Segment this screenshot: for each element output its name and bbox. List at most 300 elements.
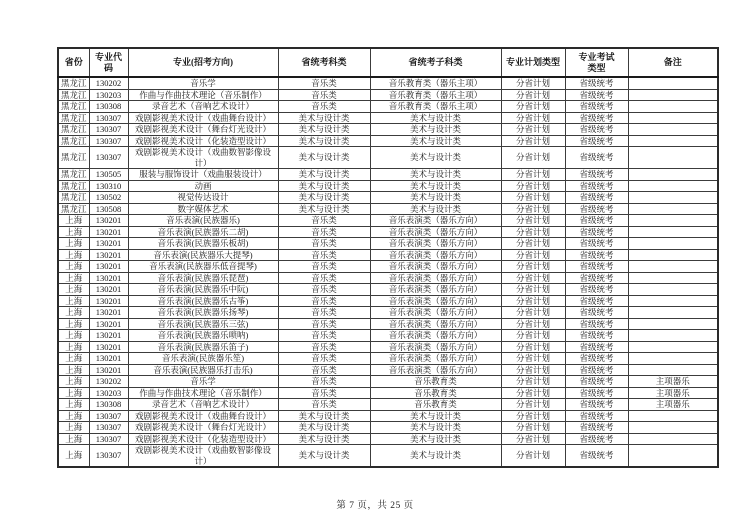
table-header: [58, 48, 718, 77]
cell: 省级统考: [565, 192, 628, 204]
table-row: [58, 135, 718, 147]
cell: 分省计划: [501, 387, 565, 399]
cell: 分省计划: [501, 307, 565, 319]
cell: 省级统考: [565, 445, 628, 468]
cell: 音乐学: [128, 376, 278, 388]
cell: 130203: [89, 89, 128, 101]
cell: 音乐类: [278, 387, 370, 399]
cell: [628, 341, 718, 353]
cell: 分省计划: [501, 353, 565, 365]
cell: 美术与设计类: [370, 147, 501, 169]
cell: 黑龙江: [58, 169, 89, 181]
table-row: [58, 261, 718, 273]
cell: 130201: [89, 261, 128, 273]
cell: 省级统考: [565, 307, 628, 319]
cell: 美术与设计类: [370, 112, 501, 124]
table-row: [58, 422, 718, 434]
cell: 省级统考: [565, 124, 628, 136]
cell: 130502: [89, 192, 128, 204]
cell: 分省计划: [501, 272, 565, 284]
cell: 音乐表演(民族器乐三弦): [128, 318, 278, 330]
cell: 分省计划: [501, 112, 565, 124]
cell: 戏剧影视美术设计（戏曲舞台设计）: [128, 112, 278, 124]
cell: 音乐类: [278, 77, 370, 89]
table-row: [58, 295, 718, 307]
enrollment-table: [57, 47, 719, 468]
cell: 上海: [58, 284, 89, 296]
cell: 130307: [89, 112, 128, 124]
cell: 130202: [89, 376, 128, 388]
table-row: [58, 330, 718, 342]
table-row: [58, 238, 718, 250]
cell: 130201: [89, 295, 128, 307]
table-row: [58, 203, 718, 215]
cell: [628, 226, 718, 238]
cell: 省级统考: [565, 112, 628, 124]
cell: 分省计划: [501, 203, 565, 215]
cell: 黑龙江: [58, 89, 89, 101]
cell: [628, 353, 718, 365]
cell: 省级统考: [565, 433, 628, 445]
cell: 130307: [89, 422, 128, 434]
cell: 省级统考: [565, 89, 628, 101]
cell: 音乐表演(民族器乐中阮): [128, 284, 278, 296]
cell: 音乐类: [278, 238, 370, 250]
cell: 戏剧影视美术设计（戏曲舞台设计）: [128, 410, 278, 422]
cell: 分省计划: [501, 215, 565, 227]
cell: [628, 169, 718, 181]
cell: 音乐类: [278, 318, 370, 330]
cell: 美术与设计类: [278, 410, 370, 422]
table-row: [58, 387, 718, 399]
cell: 130307: [89, 124, 128, 136]
table-row: [58, 180, 718, 192]
cell: [628, 284, 718, 296]
cell: 省级统考: [565, 353, 628, 365]
cell: 音乐类: [278, 341, 370, 353]
cell: 音乐教育类（器乐主项）: [370, 101, 501, 113]
table-row: [58, 445, 718, 468]
table-row: [58, 112, 718, 124]
cell: 音乐教育类: [370, 376, 501, 388]
cell: 录音艺术（音响艺术设计）: [128, 399, 278, 411]
cell: 分省计划: [501, 77, 565, 89]
cell: 分省计划: [501, 399, 565, 411]
cell: 分省计划: [501, 295, 565, 307]
cell: 音乐类: [278, 215, 370, 227]
cell: 130308: [89, 399, 128, 411]
table-row: [58, 341, 718, 353]
cell: 美术与设计类: [370, 124, 501, 136]
cell: 130310: [89, 180, 128, 192]
cell: 录音艺术（音响艺术设计）: [128, 101, 278, 113]
cell: 130201: [89, 284, 128, 296]
cell: 130307: [89, 135, 128, 147]
cell: 上海: [58, 272, 89, 284]
cell: 音乐表演类（器乐方向）: [370, 249, 501, 261]
cell: 130307: [89, 410, 128, 422]
cell: 130203: [89, 387, 128, 399]
cell: 分省计划: [501, 364, 565, 376]
cell: [628, 422, 718, 434]
cell: 音乐表演(民族器乐唢呐): [128, 330, 278, 342]
cell: 分省计划: [501, 341, 565, 353]
cell: [628, 307, 718, 319]
cell: 130201: [89, 249, 128, 261]
cell: 音乐类: [278, 376, 370, 388]
cell: 黑龙江: [58, 77, 89, 89]
table-row: [58, 89, 718, 101]
cell: 音乐表演类（器乐方向）: [370, 272, 501, 284]
cell: 戏剧影视美术设计（戏曲数智影像设计）: [128, 147, 278, 169]
cell: 上海: [58, 295, 89, 307]
cell: 省级统考: [565, 101, 628, 113]
cell: 作曲与作曲技术理论（音乐制作）: [128, 387, 278, 399]
cell: 分省计划: [501, 101, 565, 113]
cell: [628, 445, 718, 468]
cell: [628, 272, 718, 284]
cell: 音乐类: [278, 261, 370, 273]
cell: [628, 77, 718, 89]
cell: [628, 410, 718, 422]
cell: 美术与设计类: [278, 192, 370, 204]
table-row: [58, 215, 718, 227]
table-row: [58, 249, 718, 261]
cell: 省级统考: [565, 77, 628, 89]
table-row: [58, 192, 718, 204]
cell: 美术与设计类: [278, 112, 370, 124]
cell: [628, 124, 718, 136]
column-header: 备注: [628, 48, 718, 77]
cell: 视觉传达设计: [128, 192, 278, 204]
cell: 黑龙江: [58, 180, 89, 192]
cell: 分省计划: [501, 169, 565, 181]
cell: 美术与设计类: [370, 445, 501, 468]
table-row: [58, 433, 718, 445]
cell: 分省计划: [501, 445, 565, 468]
cell: 美术与设计类: [370, 192, 501, 204]
cell: 分省计划: [501, 124, 565, 136]
cell: 音乐类: [278, 284, 370, 296]
cell: [628, 249, 718, 261]
cell: 上海: [58, 445, 89, 468]
cell: 130307: [89, 147, 128, 169]
cell: 音乐表演类（器乐方向）: [370, 215, 501, 227]
cell: 130307: [89, 445, 128, 468]
table-row: [58, 364, 718, 376]
cell: 上海: [58, 226, 89, 238]
cell: 上海: [58, 249, 89, 261]
cell: 130201: [89, 307, 128, 319]
cell: 黑龙江: [58, 192, 89, 204]
cell: [628, 238, 718, 250]
cell: 音乐表演类（器乐方向）: [370, 284, 501, 296]
cell: 美术与设计类: [278, 135, 370, 147]
cell: 130505: [89, 169, 128, 181]
cell: 美术与设计类: [278, 445, 370, 468]
cell: 黑龙江: [58, 203, 89, 215]
cell: [628, 433, 718, 445]
cell: 音乐表演类（器乐方向）: [370, 226, 501, 238]
cell: 130201: [89, 215, 128, 227]
cell: [628, 364, 718, 376]
cell: 音乐表演(民族器乐低音提琴): [128, 261, 278, 273]
cell: [628, 261, 718, 273]
cell: 上海: [58, 330, 89, 342]
cell: 省级统考: [565, 318, 628, 330]
cell: 省级统考: [565, 364, 628, 376]
cell: 130202: [89, 77, 128, 89]
table-row: [58, 376, 718, 388]
cell: 上海: [58, 422, 89, 434]
cell: 美术与设计类: [370, 422, 501, 434]
cell: 音乐教育类: [370, 399, 501, 411]
cell: 戏剧影视美术设计（舞台灯光设计）: [128, 124, 278, 136]
cell: 上海: [58, 387, 89, 399]
cell: 动画: [128, 180, 278, 192]
cell: [628, 330, 718, 342]
cell: 黑龙江: [58, 124, 89, 136]
cell: [628, 318, 718, 330]
cell: 省级统考: [565, 387, 628, 399]
cell: 音乐类: [278, 89, 370, 101]
cell: 上海: [58, 318, 89, 330]
cell: 音乐表演(民族器乐扬琴): [128, 307, 278, 319]
column-header: 省统考子科类: [370, 48, 501, 77]
cell: 美术与设计类: [278, 147, 370, 169]
cell: 音乐表演(民族器乐打击乐): [128, 364, 278, 376]
cell: 主项器乐: [628, 376, 718, 388]
cell: 美术与设计类: [278, 422, 370, 434]
cell: 音乐表演类（器乐方向）: [370, 238, 501, 250]
table-row: [58, 318, 718, 330]
cell: 上海: [58, 215, 89, 227]
table-row: [58, 399, 718, 411]
cell: 省级统考: [565, 272, 628, 284]
cell: [628, 135, 718, 147]
cell: [628, 112, 718, 124]
table-row: [58, 353, 718, 365]
cell: 音乐表演类（器乐方向）: [370, 295, 501, 307]
cell: 分省计划: [501, 249, 565, 261]
cell: 数字媒体艺术: [128, 203, 278, 215]
column-header: 专业(招考方向): [128, 48, 278, 77]
cell: 美术与设计类: [370, 180, 501, 192]
table-row: [58, 410, 718, 422]
cell: [628, 203, 718, 215]
cell: 分省计划: [501, 135, 565, 147]
cell: 上海: [58, 399, 89, 411]
cell: 美术与设计类: [370, 410, 501, 422]
cell: 省级统考: [565, 238, 628, 250]
cell: 130201: [89, 238, 128, 250]
cell: 音乐表演类（器乐方向）: [370, 261, 501, 273]
cell: 音乐表演类（器乐方向）: [370, 307, 501, 319]
cell: 130201: [89, 330, 128, 342]
cell: [628, 147, 718, 169]
cell: 省级统考: [565, 422, 628, 434]
cell: 音乐表演(民族器乐二胡): [128, 226, 278, 238]
cell: 美术与设计类: [278, 169, 370, 181]
cell: 130201: [89, 341, 128, 353]
cell: 服装与服饰设计（戏曲服装设计）: [128, 169, 278, 181]
cell: 分省计划: [501, 330, 565, 342]
cell: 分省计划: [501, 261, 565, 273]
cell: [628, 101, 718, 113]
cell: 省级统考: [565, 249, 628, 261]
cell: 音乐类: [278, 353, 370, 365]
cell: 省级统考: [565, 226, 628, 238]
table-row: [58, 284, 718, 296]
cell: 音乐类: [278, 307, 370, 319]
cell: 音乐表演类（器乐方向）: [370, 330, 501, 342]
cell: 音乐类: [278, 249, 370, 261]
cell: 上海: [58, 238, 89, 250]
cell: 音乐教育类（器乐主项）: [370, 77, 501, 89]
table-row: [58, 169, 718, 181]
cell: 分省计划: [501, 376, 565, 388]
cell: 音乐表演(民族器乐琵琶): [128, 272, 278, 284]
table-row: [58, 307, 718, 319]
cell: 省级统考: [565, 261, 628, 273]
cell: 音乐表演(民族器乐笙): [128, 353, 278, 365]
cell: 上海: [58, 353, 89, 365]
cell: [628, 215, 718, 227]
cell: 分省计划: [501, 410, 565, 422]
cell: 省级统考: [565, 215, 628, 227]
cell: 戏剧影视美术设计（化装造型设计）: [128, 135, 278, 147]
cell: 省级统考: [565, 135, 628, 147]
column-header: 专业计划类型: [501, 48, 565, 77]
cell: 130201: [89, 318, 128, 330]
cell: 美术与设计类: [278, 433, 370, 445]
cell: 分省计划: [501, 238, 565, 250]
cell: 上海: [58, 376, 89, 388]
cell: 130508: [89, 203, 128, 215]
column-header: 专业考试类型: [565, 48, 628, 77]
cell: 音乐类: [278, 272, 370, 284]
cell: 音乐类: [278, 101, 370, 113]
table-row: [58, 147, 718, 169]
column-header: 省份: [58, 48, 89, 77]
cell: 省级统考: [565, 341, 628, 353]
cell: 音乐学: [128, 77, 278, 89]
cell: 美术与设计类: [278, 180, 370, 192]
cell: 上海: [58, 307, 89, 319]
cell: 省级统考: [565, 295, 628, 307]
cell: 主项器乐: [628, 399, 718, 411]
cell: 音乐表演(民族器乐古筝): [128, 295, 278, 307]
cell: 音乐类: [278, 364, 370, 376]
cell: 主项器乐: [628, 387, 718, 399]
cell: 美术与设计类: [370, 433, 501, 445]
table-row: [58, 101, 718, 113]
cell: 分省计划: [501, 284, 565, 296]
table-row: [58, 77, 718, 89]
cell: 音乐表演类（器乐方向）: [370, 364, 501, 376]
cell: 分省计划: [501, 318, 565, 330]
cell: 省级统考: [565, 147, 628, 169]
column-header: 省统考科类: [278, 48, 370, 77]
cell: 美术与设计类: [370, 135, 501, 147]
column-header: 专业代码: [89, 48, 128, 77]
page-number: 第 7 页，共 25 页: [336, 501, 414, 511]
cell: 省级统考: [565, 376, 628, 388]
cell: 130201: [89, 226, 128, 238]
cell: 130201: [89, 353, 128, 365]
cell: [628, 295, 718, 307]
cell: 美术与设计类: [370, 203, 501, 215]
cell: 上海: [58, 433, 89, 445]
cell: 上海: [58, 261, 89, 273]
cell: 分省计划: [501, 180, 565, 192]
cell: 分省计划: [501, 422, 565, 434]
cell: 作曲与作曲技术理论（音乐制作）: [128, 89, 278, 101]
cell: 130308: [89, 101, 128, 113]
cell: 省级统考: [565, 203, 628, 215]
cell: 音乐类: [278, 295, 370, 307]
header-row: [58, 48, 718, 77]
cell: 省级统考: [565, 169, 628, 181]
cell: 上海: [58, 364, 89, 376]
cell: 美术与设计类: [278, 124, 370, 136]
cell: 音乐表演(民族器乐): [128, 215, 278, 227]
cell: 上海: [58, 341, 89, 353]
cell: 音乐表演(民族器乐板胡): [128, 238, 278, 250]
cell: 黑龙江: [58, 135, 89, 147]
cell: 分省计划: [501, 147, 565, 169]
cell: 音乐教育类: [370, 387, 501, 399]
cell: 音乐教育类（器乐主项）: [370, 89, 501, 101]
cell: 省级统考: [565, 284, 628, 296]
cell: [628, 180, 718, 192]
cell: 戏剧影视美术设计（化装造型设计）: [128, 433, 278, 445]
cell: 130201: [89, 272, 128, 284]
cell: 省级统考: [565, 330, 628, 342]
table-row: [58, 226, 718, 238]
cell: 音乐表演类（器乐方向）: [370, 341, 501, 353]
cell: [628, 192, 718, 204]
cell: 戏剧影视美术设计（戏曲数智影像设计）: [128, 445, 278, 468]
cell: 黑龙江: [58, 101, 89, 113]
cell: 戏剧影视美术设计（舞台灯光设计）: [128, 422, 278, 434]
cell: 音乐类: [278, 399, 370, 411]
cell: 分省计划: [501, 192, 565, 204]
cell: 音乐表演(民族器乐大提琴): [128, 249, 278, 261]
cell: 美术与设计类: [278, 203, 370, 215]
cell: 黑龙江: [58, 112, 89, 124]
cell: 音乐类: [278, 330, 370, 342]
table-row: [58, 272, 718, 284]
table-row: [58, 124, 718, 136]
cell: [628, 89, 718, 101]
cell: 分省计划: [501, 433, 565, 445]
cell: 上海: [58, 410, 89, 422]
cell: 音乐表演类（器乐方向）: [370, 318, 501, 330]
cell: 黑龙江: [58, 147, 89, 169]
cell: 130307: [89, 433, 128, 445]
cell: 音乐表演类（器乐方向）: [370, 353, 501, 365]
cell: 分省计划: [501, 89, 565, 101]
cell: 130201: [89, 364, 128, 376]
cell: 音乐类: [278, 226, 370, 238]
cell: 音乐表演(民族器乐笛子): [128, 341, 278, 353]
cell: 美术与设计类: [370, 169, 501, 181]
cell: 省级统考: [565, 399, 628, 411]
cell: 分省计划: [501, 226, 565, 238]
cell: 省级统考: [565, 410, 628, 422]
cell: 省级统考: [565, 180, 628, 192]
